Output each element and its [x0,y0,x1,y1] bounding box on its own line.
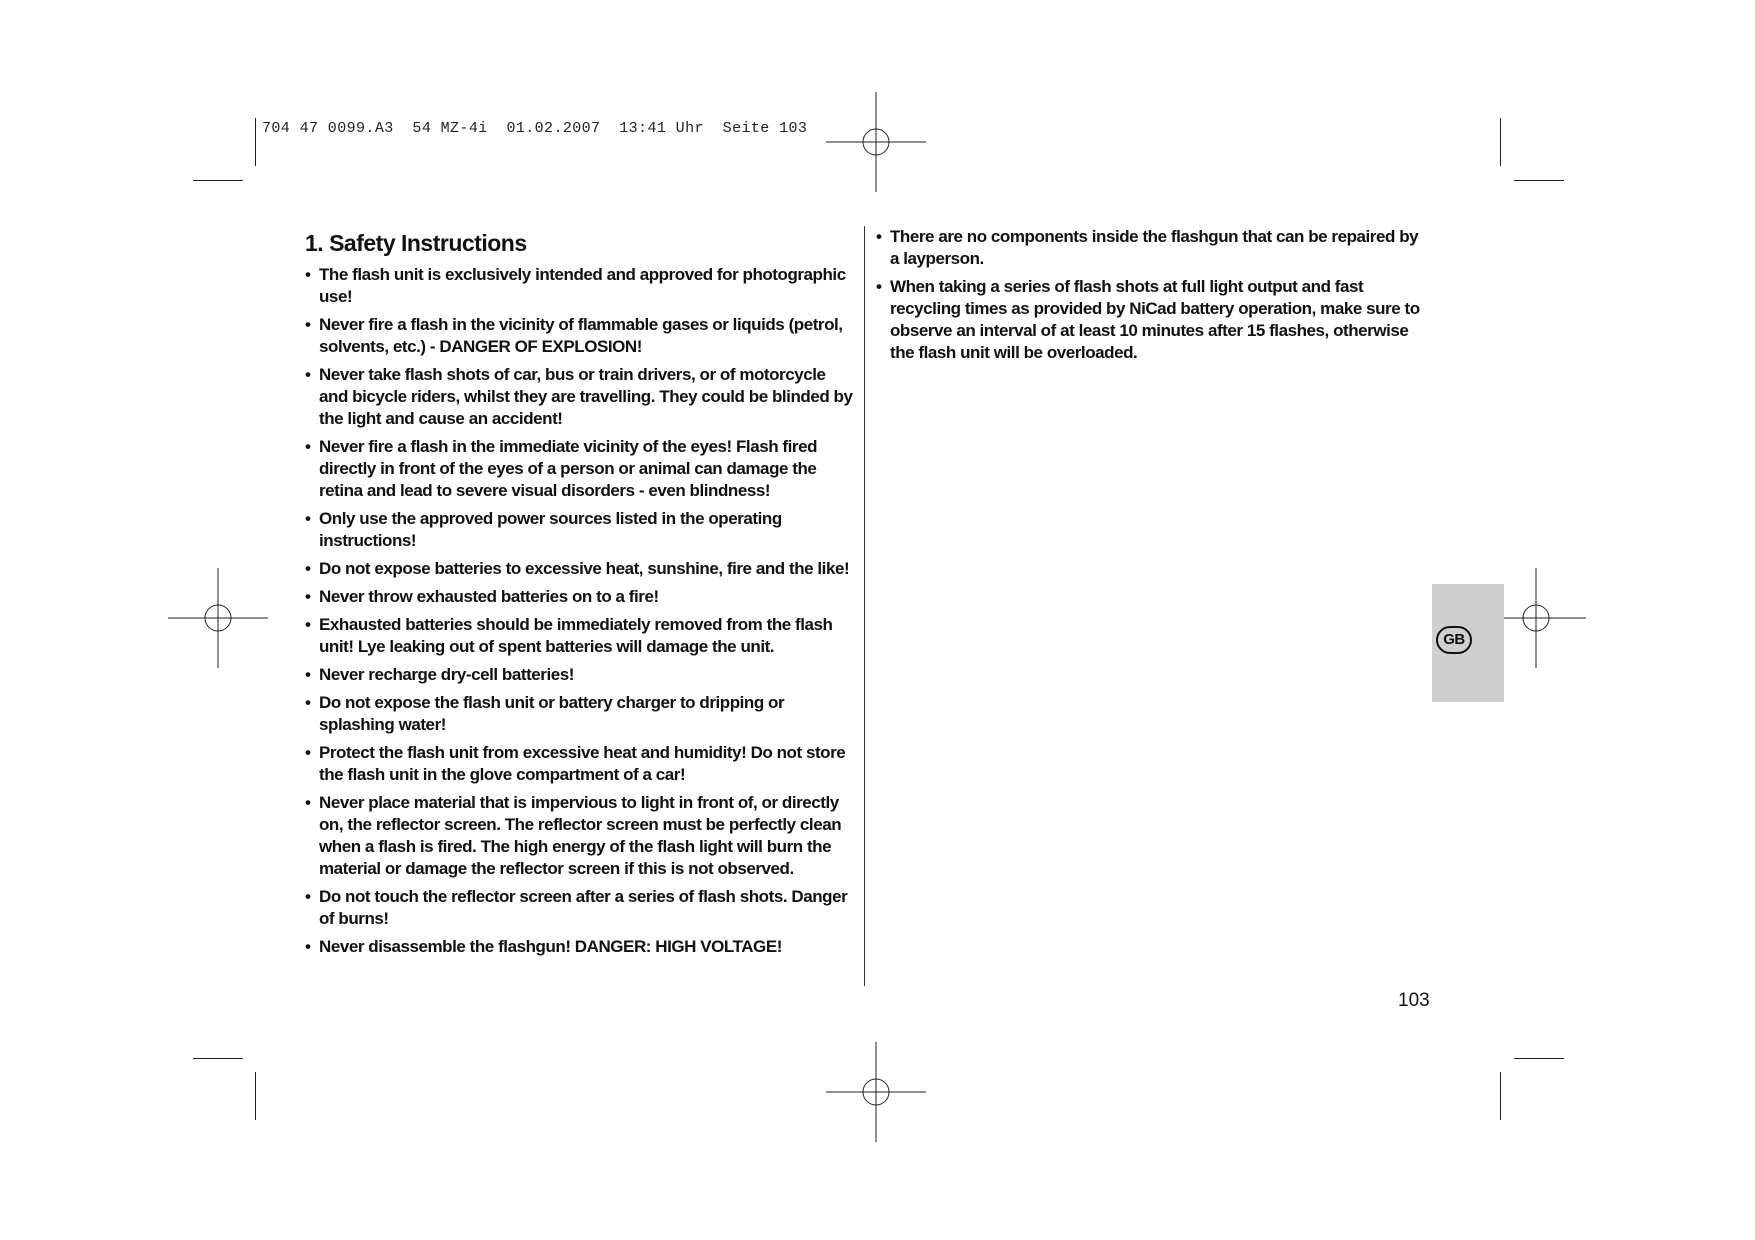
list-item: • The flash unit is exclusively intended and approved for photographic use! [305,264,857,308]
language-badge: GB [1436,626,1472,654]
left-column [305,226,857,964]
crop-mark-top-right-vertical [1500,118,1501,166]
registration-mark-icon [826,1042,926,1142]
list-item: • Never disassemble the flashgun! DANGER: HIGH VOLTAGE! [305,936,857,958]
crop-mark-top-left-vertical [255,118,256,166]
crop-mark-top-right-horizontal [1514,180,1564,181]
list-item: • Do not expose batteries to excessive heat, sunshine, fire and the like! [305,558,857,580]
list-item: • Never recharge dry-cell batteries! [305,664,857,686]
list-item: • Do not expose the flash unit or battery charger to dripping or splashing water! [305,692,857,736]
printer-slug: 704 47 0099.A3 54 MZ-4i 01.02.2007 13:41 Uhr Seite 103 [262,120,808,137]
list-item: • Only use the approved power sources listed in the operating instructions! [305,508,857,552]
crop-mark-bottom-left-horizontal [193,1058,243,1059]
registration-mark-icon [826,92,926,192]
list-item: • When taking a series of flash shots at full light output and fast recycling times as provided by NiCad battery operation, make sure to observe an interval of at least 10 minutes after 15 flashes, otherwise the flash unit will be overloaded. [876,276,1426,364]
crop-mark-top-left-horizontal [193,180,243,181]
list-item: • Never throw exhausted batteries on to a fire! [305,586,857,608]
crop-mark-bottom-left-vertical [255,1072,256,1120]
list-item: • Never fire a flash in the immediate vicinity of the eyes! Flash fired directly in front of the eyes of a person or animal can damage the retina and lead to severe visual disorders - even blindness! [305,436,857,502]
right-column [876,226,1426,370]
list-item: • Do not touch the reflector screen after a series of flash shots. Danger of burns! [305,886,857,930]
list-item: • Never fire a flash in the vicinity of flammable gases or liquids (petrol, solvents, etc.) - DANGER OF EXPLOSION! [305,314,857,358]
registration-mark-icon [168,568,268,668]
list-item: • Protect the flash unit from excessive heat and humidity! Do not store the flash unit in the glove compartment of a car! [305,742,857,786]
list-item: • There are no components inside the flashgun that can be repaired by a layperson. [876,226,1426,270]
crop-mark-bottom-right-horizontal [1514,1058,1564,1059]
page-number: 103 [1398,990,1430,1011]
section-title: 1. Safety Instructions [305,230,527,256]
crop-mark-bottom-right-vertical [1500,1072,1501,1120]
safety-list-left [305,264,857,958]
list-item: • Exhausted batteries should be immediately removed from the flash unit! Lye leaking out of spent batteries will damage the unit. [305,614,857,658]
safety-list-right [876,226,1426,364]
list-item: • Never place material that is impervious to light in front of, or directly on, the reflector screen. The reflector screen must be perfectly clean when a flash is fired. The high energy of the flash light will burn the material or damage the reflector screen if this is not observed. [305,792,857,880]
column-divider [864,226,865,986]
list-item: • Never take flash shots of car, bus or train drivers, or of motorcycle and bicycle riders, whilst they are travelling. They could be blinded by the light and cause an accident! [305,364,857,430]
